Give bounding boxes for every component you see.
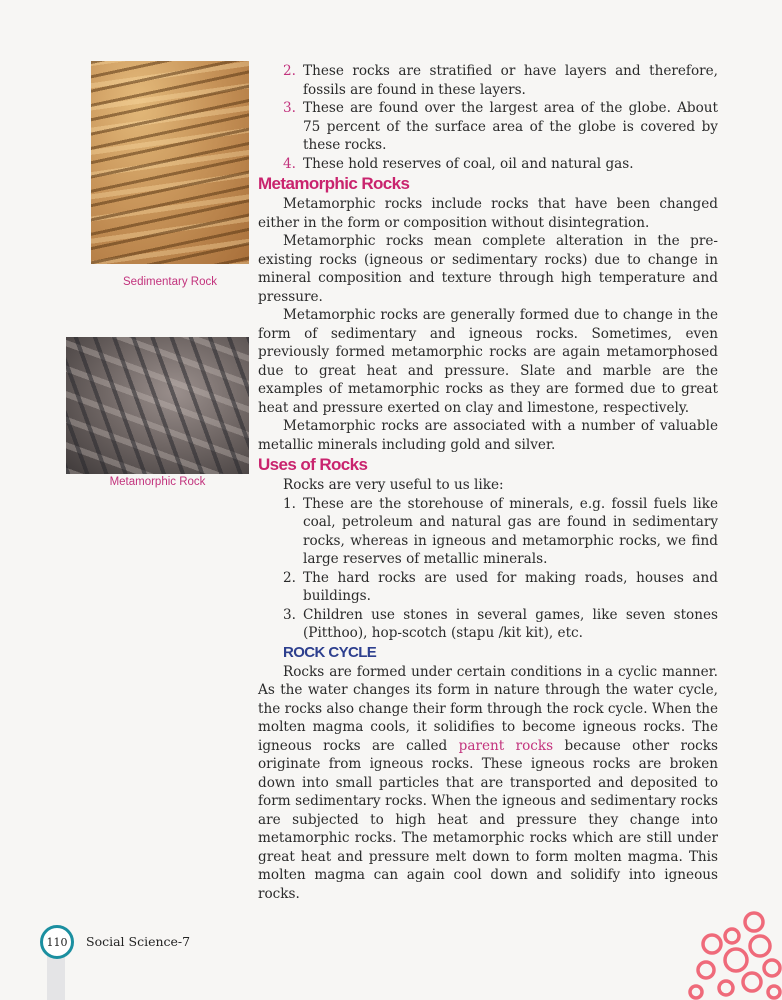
list-item: 3. These are found over the largest area of the globe. About 75 percent of the surface area of the globe is covered by these rocks. bbox=[283, 100, 718, 153]
page-number: 110 bbox=[46, 935, 68, 949]
sedimentary-rock-caption: Sedimentary Rock bbox=[123, 276, 217, 288]
sedimentary-points-list bbox=[258, 62, 718, 173]
paragraph: Metamorphic rocks include rocks that have been changed either in the form or composition without disintegration. bbox=[258, 196, 718, 231]
list-item: 1. These are the storehouse of minerals, e.g. fossil fuels like coal, petroleum and natural gas are found in sedimentary rocks, whereas in igneous and metamorphic rocks, we find large reserves of metallic minerals. bbox=[283, 495, 718, 567]
metamorphic-rock-caption: Metamorphic Rock bbox=[109, 476, 206, 488]
paragraph: Metamorphic rocks are generally formed due to change in the form of sedimentary and igneous rocks. Sometimes, even previously formed metamorphic rocks are again metamorphosed due to great heat and pressure. Slate and marble are the examples of metamorphic rocks as they are formed due to great heat and pressure exerted on clay and limestone, respectively. bbox=[258, 307, 718, 416]
main-content bbox=[258, 62, 718, 903]
list-item: 4. These hold reserves of coal, oil and natural gas. bbox=[283, 155, 634, 172]
list-item: 2. The hard rocks are used for making roads, houses and buildings. bbox=[283, 569, 718, 604]
rock-cycle-heading: ROCK CYCLE bbox=[283, 643, 377, 661]
page-number-badge bbox=[40, 925, 74, 959]
paragraph: Metamorphic rocks are associated with a number of valuable metallic minerals including gold and silver. bbox=[258, 418, 718, 453]
bubble-decoration-icon bbox=[676, 900, 782, 1000]
list-item: 2. These rocks are stratified or have layers and therefore, fossils are found in these layers. bbox=[283, 63, 718, 98]
sedimentary-rock-photo bbox=[91, 61, 249, 264]
paragraph: Metamorphic rocks mean complete alteration in the pre-existing rocks (igneous or sedimentary rocks) due to change in mineral composition and texture through high temperature and pressure. bbox=[258, 233, 718, 305]
uses-of-rocks-heading: Uses of Rocks bbox=[258, 455, 368, 474]
parent-rocks-highlight: parent rocks bbox=[458, 737, 554, 754]
list-item: 3. Children use stones in several games, like seven stones (Pitthoo), hop-scotch (stapu /kit kit), etc. bbox=[283, 606, 718, 641]
metamorphic-rock-photo bbox=[66, 337, 249, 474]
rock-cycle-paragraph: Rocks are formed under certain conditions in a cyclic manner. As the water changes its form in nature through the water cycle, the rocks also change their form through the rock cycle. When the molten magma cools, it solidifies to become igneous rocks. The igneous rocks are called parent rocks because other rocks originate from igneous rocks. These igneous rocks are broken down into small particles that are transported and deposited to form sedimentary rocks. When the igneous and sedimentary rocks are subjected to high heat and pressure they change into metamorphic rocks. The metamorphic rocks which are still under great heat and pressure melt down to form molten magma. This molten magma can again cool down and solidify into igneous rocks. bbox=[258, 663, 718, 902]
uses-list bbox=[258, 495, 718, 643]
uses-intro: Rocks are very useful to us like: bbox=[283, 477, 504, 493]
metamorphic-rocks-heading: Metamorphic Rocks bbox=[258, 174, 410, 193]
book-title: Social Science-7 bbox=[86, 934, 191, 949]
